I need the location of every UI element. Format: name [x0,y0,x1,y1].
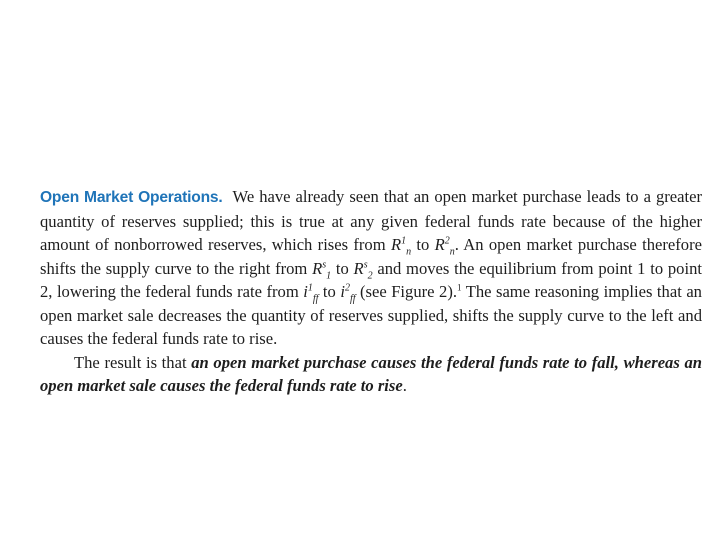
paragraph-open-market-operations [40,185,702,351]
emphasized-conclusion: an open market purchase causes the federal funds rate to fall, whereas an open market sale causes the federal funds rate to rise [40,352,702,395]
paragraph-text: The same reasoning implies that an open market sale decreases the quantity of reserves supplied, shifts the supply curve to the left and causes the federal funds rate to rise. [40,282,702,348]
symbol-federal-funds-rate: $i^2_{ff}$ [340,282,356,305]
symbol-supply-curve: $R^s_1$ [312,258,332,281]
paragraph-text: to [331,258,354,278]
footnote-marker[interactable]: 1 [457,282,462,293]
section-heading: Open Market Operations. [40,189,223,206]
paragraph-text: We have already seen that an open market purchase leads to a greater quantity of reserves supplied; this is true at any given federal funds rate because of the higher amount of nonborrowed reserves, which rises from [40,187,703,254]
symbol-nonborrowed-reserves: $R^2_n$ [434,235,455,258]
paragraph-text: (see Figure 2). [355,282,457,301]
symbol-supply-curve: $R^s_2$ [353,258,373,281]
symbol-federal-funds-rate: $i^1_{ff}$ [303,282,319,305]
paragraph-text: . An open market purchase therefore shifts the supply curve to the right from [40,235,702,278]
text-block [40,185,702,398]
paragraph-text: to [411,235,435,254]
paragraph-text: . [402,376,407,395]
paragraph-text: The result is that [74,352,192,372]
paragraph-result [40,351,702,398]
symbol-nonborrowed-reserves: $R^1_n$ [390,235,412,258]
paragraph-text: to [318,282,341,301]
paragraph-text: and moves the equilibrium from point 1 to point 2, lowering the federal funds rate from [40,258,702,301]
